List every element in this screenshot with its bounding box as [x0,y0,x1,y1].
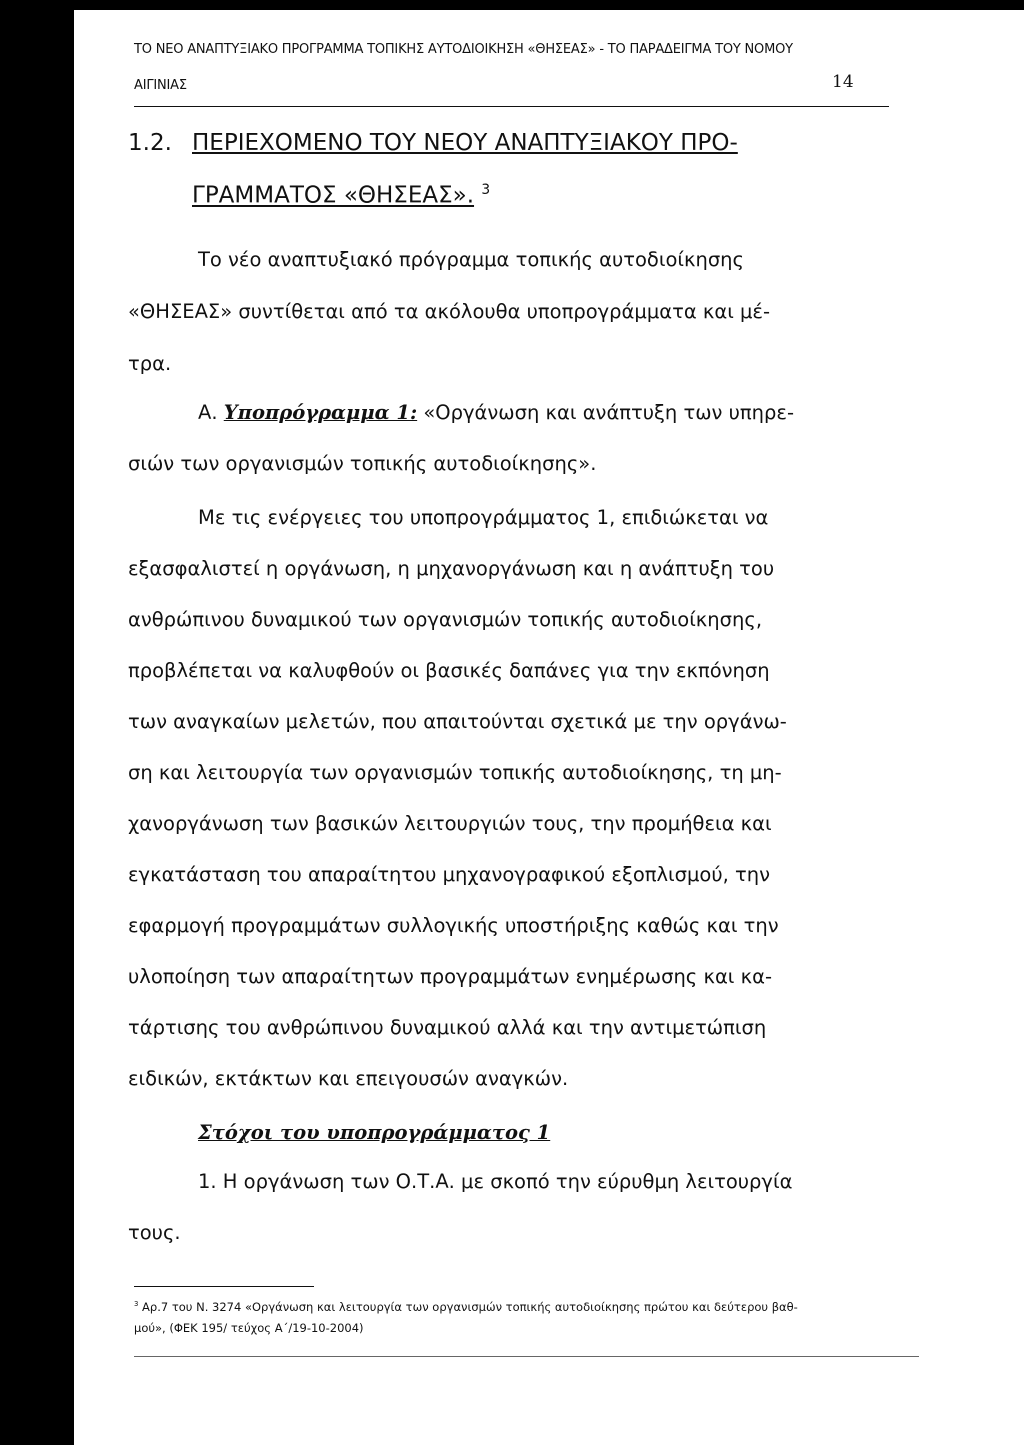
bottom-rule [134,1356,919,1357]
body-line: των αναγκαίων μελετών, που απαιτούνται σχετικά με την οργάνω- [128,710,787,733]
header-rule [134,106,889,107]
body-line: ση και λειτουργία των οργανισμών τοπικής αυτοδιοίκησης, τη μη- [128,761,782,784]
body-line: ειδικών, εκτάκτων και επειγουσών αναγκών. [128,1067,569,1090]
footnote-text: Αρ.7 του Ν. 3274 «Οργάνωση και λειτουργία των οργανισμών τοπικής αυτοδιοίκησης πρώτου και δεύτερου βαθ- [142,1300,798,1314]
subprogram-heading [198,401,794,424]
goals-heading: Στόχοι του υποπρογράμματος 1 [198,1121,551,1144]
subprogram-letter: Α. [198,401,218,424]
body-line: εφαρμογή προγραμμάτων συλλογικής υποστήριξης καθώς και την [128,914,779,937]
goals-item-1: 1. Η οργάνωση των Ο.Τ.Α. με σκοπό την εύρυθμη λειτουργία [198,1170,793,1193]
goals-item-1-continued: τους. [128,1221,181,1244]
subprogram-title: «Οργάνωση και ανάπτυξη των υπηρε- [423,401,794,424]
body-line: Με τις ενέργειες του υποπρογράμματος 1, επιδιώκεται να [198,506,769,529]
section-title-line1: ΠΕΡΙΕΧΟΜΕΝΟ ΤΟΥ ΝΕΟΥ ΑΝΑΠΤΥΞΙΑΚΟΥ ΠΡΟ- [192,130,738,156]
document-page [74,10,1024,1445]
footnote-rule [134,1286,314,1287]
intro-line: τρα. [128,352,172,375]
subprogram-title-line2: σιών των οργανισμών τοπικής αυτοδιοίκησης». [128,452,597,475]
body-line: ανθρώπινου δυναμικού των οργανισμών τοπικής αυτοδιοίκησης, [128,608,763,631]
page-number: 14 [832,72,854,92]
body-line: εξασφαλιστεί η οργάνωση, η μηχανοργάνωση και η ανάπτυξη του [128,557,775,580]
footnote-line1 [134,1300,798,1314]
footnote-line2: μού», (ΦΕΚ 195/ τεύχος Α΄/19-10-2004) [134,1321,364,1335]
subprogram-label: Υποπρόγραμμα 1: [223,401,418,424]
body-line: τάρτισης του ανθρώπινου δυναμικού αλλά και την αντιμετώπιση [128,1016,767,1039]
body-line: εγκατάσταση του απαραίτητου μηχανογραφικού εξοπλισμού, την [128,863,771,886]
section-number: 1.2. [128,130,172,156]
body-line: προβλέπεται να καλυφθούν οι βασικές δαπάνες για την εκπόνηση [128,659,770,682]
section-title-line2-text: ΓΡΑΜΜΑΤΟΣ «ΘΗΣΕΑΣ». [192,182,475,209]
intro-line: Το νέο αναπτυξιακό πρόγραμμα τοπικής αυτοδιοίκησης [198,248,744,271]
running-header-line2: ΑΙΓΙΝΙΑΣ [134,78,187,93]
body-line: χανοργάνωση των βασικών λειτουργιών τους, την προμήθεια και [128,812,772,835]
body-line: υλοποίηση των απαραίτητων προγραμμάτων ενημέρωσης και κα- [128,965,772,988]
section-title-line2 [192,182,490,209]
footnote-reference: 3 [481,182,491,198]
intro-line: «ΘΗΣΕΑΣ» συντίθεται από τα ακόλουθα υποπρογράμματα και μέ- [128,300,770,323]
running-header-line1: ΤΟ ΝΕΟ ΑΝΑΠΤΥΞΙΑΚΟ ΠΡΟΓΡΑΜΜΑ ΤΟΠΙΚΗΣ ΑΥΤΟΔΙΟΙΚΗΣΗ «ΘΗΣΕΑΣ» - ΤΟ ΠΑΡΑΔΕΙΓΜΑ ΤΟΥ ΝΟΜΟΥ [134,42,793,57]
footnote-marker: 3 [134,1300,139,1309]
